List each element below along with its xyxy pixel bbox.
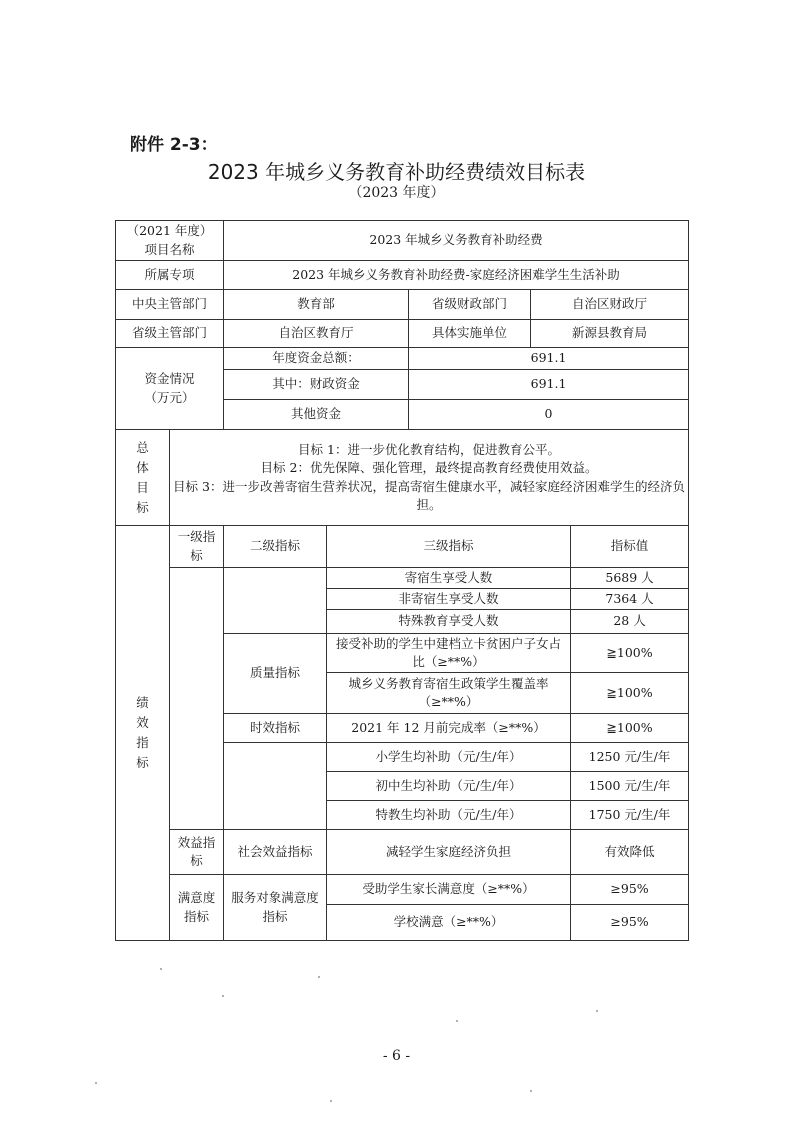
indicator-value: 28 人 — [571, 610, 689, 634]
scan-speck — [160, 968, 162, 970]
indicator-name: 初中生均补助（元/生/年） — [327, 772, 571, 801]
table-row — [116, 261, 689, 290]
indicator-value: ≧100% — [571, 714, 689, 743]
goals-label: 总 体 目 标 — [116, 430, 170, 526]
indicator-name: 特教生均补助（元/生/年） — [327, 801, 571, 830]
indicator-value: 1750 元/生/年 — [571, 801, 689, 830]
level1-header: 一级指标 — [170, 526, 224, 568]
goal-item: 目标 1：进一步优化教育结构，促进教育公平。 — [298, 442, 560, 458]
indicator-value: 1500 元/生/年 — [571, 772, 689, 801]
table-row — [116, 830, 689, 875]
document-subtitle: （2023 年度） — [348, 185, 445, 201]
scan-speck — [596, 1010, 598, 1012]
satisfaction-label: 满意度指标 — [170, 875, 224, 941]
goals-text — [170, 430, 689, 526]
topic-label: 所属专项 — [116, 261, 224, 290]
table-row — [116, 221, 689, 261]
scan-speck — [222, 995, 224, 997]
performance-target-table — [115, 220, 689, 941]
prov-dept-value: 自治区教育厅 — [224, 320, 409, 348]
prov-dept-label: 省级主管部门 — [116, 320, 224, 348]
prov-finance-value: 自治区财政厅 — [531, 290, 689, 320]
fiscal-funds-label: 其中：财政资金 — [224, 370, 409, 400]
total-funds-value: 691.1 — [409, 348, 689, 370]
scan-speck — [530, 1090, 532, 1092]
service-satisfaction-label: 服务对象满意度指标 — [224, 875, 327, 941]
table-row — [116, 430, 689, 526]
indicator-name: 减轻学生家庭经济负担 — [327, 830, 571, 875]
indicator-name: 学校满意（≥**%） — [327, 905, 571, 941]
project-name-label: 项目名称 — [144, 241, 195, 257]
table-row — [116, 568, 689, 589]
indicator-name: 受助学生家长满意度（≥**%） — [327, 875, 571, 905]
other-funds-label: 其他资金 — [224, 400, 409, 430]
indicator-value: ≥95% — [571, 875, 689, 905]
scan-speck — [95, 1082, 97, 1084]
scan-speck — [330, 1100, 332, 1102]
table-row — [116, 526, 689, 568]
indicator-value: ≥95% — [571, 905, 689, 941]
table-row — [116, 875, 689, 905]
indicator-name: 2021 年 12 月前完成率（≥**%） — [327, 714, 571, 743]
impl-unit-label: 具体实施单位 — [409, 320, 531, 348]
indicator-name: 寄宿生享受人数 — [327, 568, 571, 589]
indicator-name: 小学生均补助（元/生/年） — [327, 743, 571, 772]
quality-label: 质量指标 — [224, 634, 327, 714]
benefit-label: 效益指标 — [170, 830, 224, 875]
funds-label: 资金情况 — [144, 371, 195, 387]
indicator-name: 特殊教育享受人数 — [327, 610, 571, 634]
value-header: 指标值 — [571, 526, 689, 568]
central-dept-value: 教育部 — [224, 290, 409, 320]
year-label: （2021 年度） — [126, 223, 213, 239]
indicator-name: 非寄宿生享受人数 — [327, 589, 571, 610]
topic-value: 2023 年城乡义务教育补助经费-家庭经济困难学生生活补助 — [224, 261, 689, 290]
table-row — [116, 320, 689, 348]
project-name-value: 2023 年城乡义务教育补助经费 — [224, 221, 689, 261]
scan-speck — [456, 1020, 458, 1022]
social-benefit-label: 社会效益指标 — [224, 830, 327, 875]
table-row — [116, 348, 689, 370]
scan-speck — [318, 976, 320, 978]
goal-item: 目标 2：优先保障、强化管理，最终提高教育经费使用效益。 — [260, 460, 598, 476]
project-name-header — [116, 221, 224, 261]
timeliness-label: 时效指标 — [224, 714, 327, 743]
indicator-value: ≧100% — [571, 634, 689, 673]
page-number: - 6 - — [382, 1048, 411, 1064]
indicator-value: ≧100% — [571, 673, 689, 714]
other-funds-value: 0 — [409, 400, 689, 430]
document-title: 2023 年城乡义务教育补助经费绩效目标表 — [207, 160, 586, 184]
indicator-name: 城乡义务教育寄宿生政策学生覆盖率（≥**%） — [327, 673, 571, 714]
cost-blank-cell — [224, 743, 327, 830]
impl-unit-value: 新源县教育局 — [531, 320, 689, 348]
table-row — [116, 290, 689, 320]
prov-finance-label: 省级财政部门 — [409, 290, 531, 320]
output-blank-cell — [170, 568, 224, 830]
fiscal-funds-value: 691.1 — [409, 370, 689, 400]
level2-header: 二级指标 — [224, 526, 327, 568]
indicator-name: 接受补助的学生中建档立卡贫困户子女占比（≥**%） — [327, 634, 571, 673]
central-dept-label: 中央主管部门 — [116, 290, 224, 320]
funds-unit: （万元） — [144, 389, 195, 405]
indicator-value: 7364 人 — [571, 589, 689, 610]
funds-label-cell — [116, 348, 224, 430]
indicator-value: 1250 元/生/年 — [571, 743, 689, 772]
total-funds-label: 年度资金总额： — [224, 348, 409, 370]
attachment-label: 附件 2-3： — [130, 135, 218, 155]
indicator-value: 有效降低 — [571, 830, 689, 875]
quantity-blank-cell — [224, 568, 327, 634]
indicators-label: 绩 效 指 标 — [116, 526, 170, 941]
level3-header: 三级指标 — [327, 526, 571, 568]
goal-item: 目标 3：进一步改善寄宿生营养状况，提高寄宿生健康水平，减轻家庭经济困难学生的经济负担。 — [173, 478, 685, 512]
indicator-value: 5689 人 — [571, 568, 689, 589]
